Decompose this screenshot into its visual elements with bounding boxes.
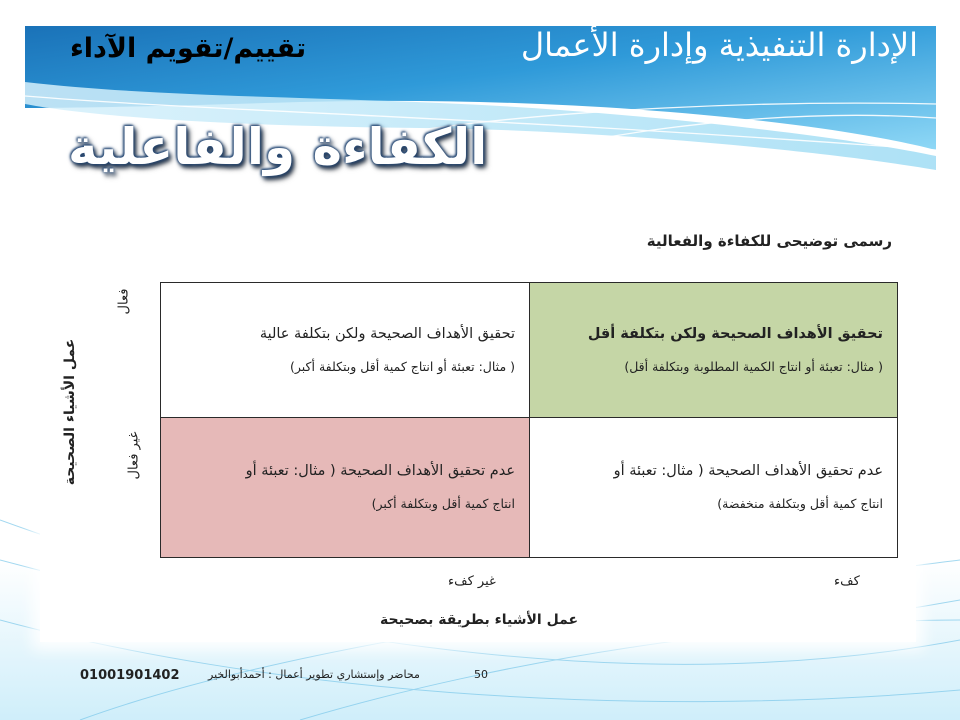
cell-ineffective-inefficient	[160, 417, 530, 558]
cell-ineffective-efficient-note: انتاج كمية أقل وبتكلفة منخفضة)	[717, 496, 883, 511]
efficiency-effectiveness-matrix	[160, 282, 898, 558]
slide-title: الكفاءة والفاعلية	[68, 118, 488, 176]
cell-ineffective-inefficient-head: عدم تحقيق الأهداف الصحيحة ( مثال: تعبئة أو	[245, 463, 515, 480]
y-axis-ineffective-label: غير فعال	[126, 431, 142, 480]
cell-effective-efficient-note: ( مثال: تعبئة أو انتاج الكمية المطلوبة وبتكلفة أقل)	[624, 358, 883, 374]
diagram-panel	[40, 222, 916, 642]
cell-effective-inefficient-head: تحقيق الأهداف الصحيحة ولكن بتكلفة عالية	[259, 325, 515, 342]
x-axis-title: عمل الأشياء بطريقة بصحيحة	[380, 612, 579, 628]
cell-ineffective-efficient	[529, 417, 898, 558]
cell-ineffective-inefficient-note: انتاج كمية أقل وبتكلفة أكبر)	[371, 496, 515, 511]
header-subtitle: تقييم/تقويم الآداء	[70, 33, 307, 64]
y-axis-title: عمل الأشياء الصحيحة	[62, 338, 78, 486]
cell-effective-efficient	[529, 282, 898, 418]
footer-phone: 01001901402	[80, 668, 180, 683]
cell-effective-inefficient	[160, 282, 530, 418]
x-axis-inefficient-label: غير كفء	[448, 574, 496, 589]
page-number: 50	[474, 668, 488, 681]
header-title: الإدارة التنفيذية وإدارة الأعمال	[520, 26, 918, 64]
cell-ineffective-efficient-head: عدم تحقيق الأهداف الصحيحة ( مثال: تعبئة أو	[613, 463, 883, 480]
footer-lecturer: محاضر وإستشاري تطوير أعمال : أحمدأبوالخير	[208, 668, 420, 681]
cell-effective-efficient-head: تحقيق الأهداف الصحيحة ولكن بتكلفة أقل	[587, 325, 883, 342]
y-axis-effective-label: فعال	[116, 288, 132, 315]
diagram-title: رسمى توضيحى للكفاءة والفعالية	[646, 232, 892, 250]
cell-effective-inefficient-note: ( مثال: تعبئة أو انتاج كمية أقل وبتكلفة أكبر)	[290, 358, 515, 374]
x-axis-efficient-label: كفء	[834, 574, 860, 589]
